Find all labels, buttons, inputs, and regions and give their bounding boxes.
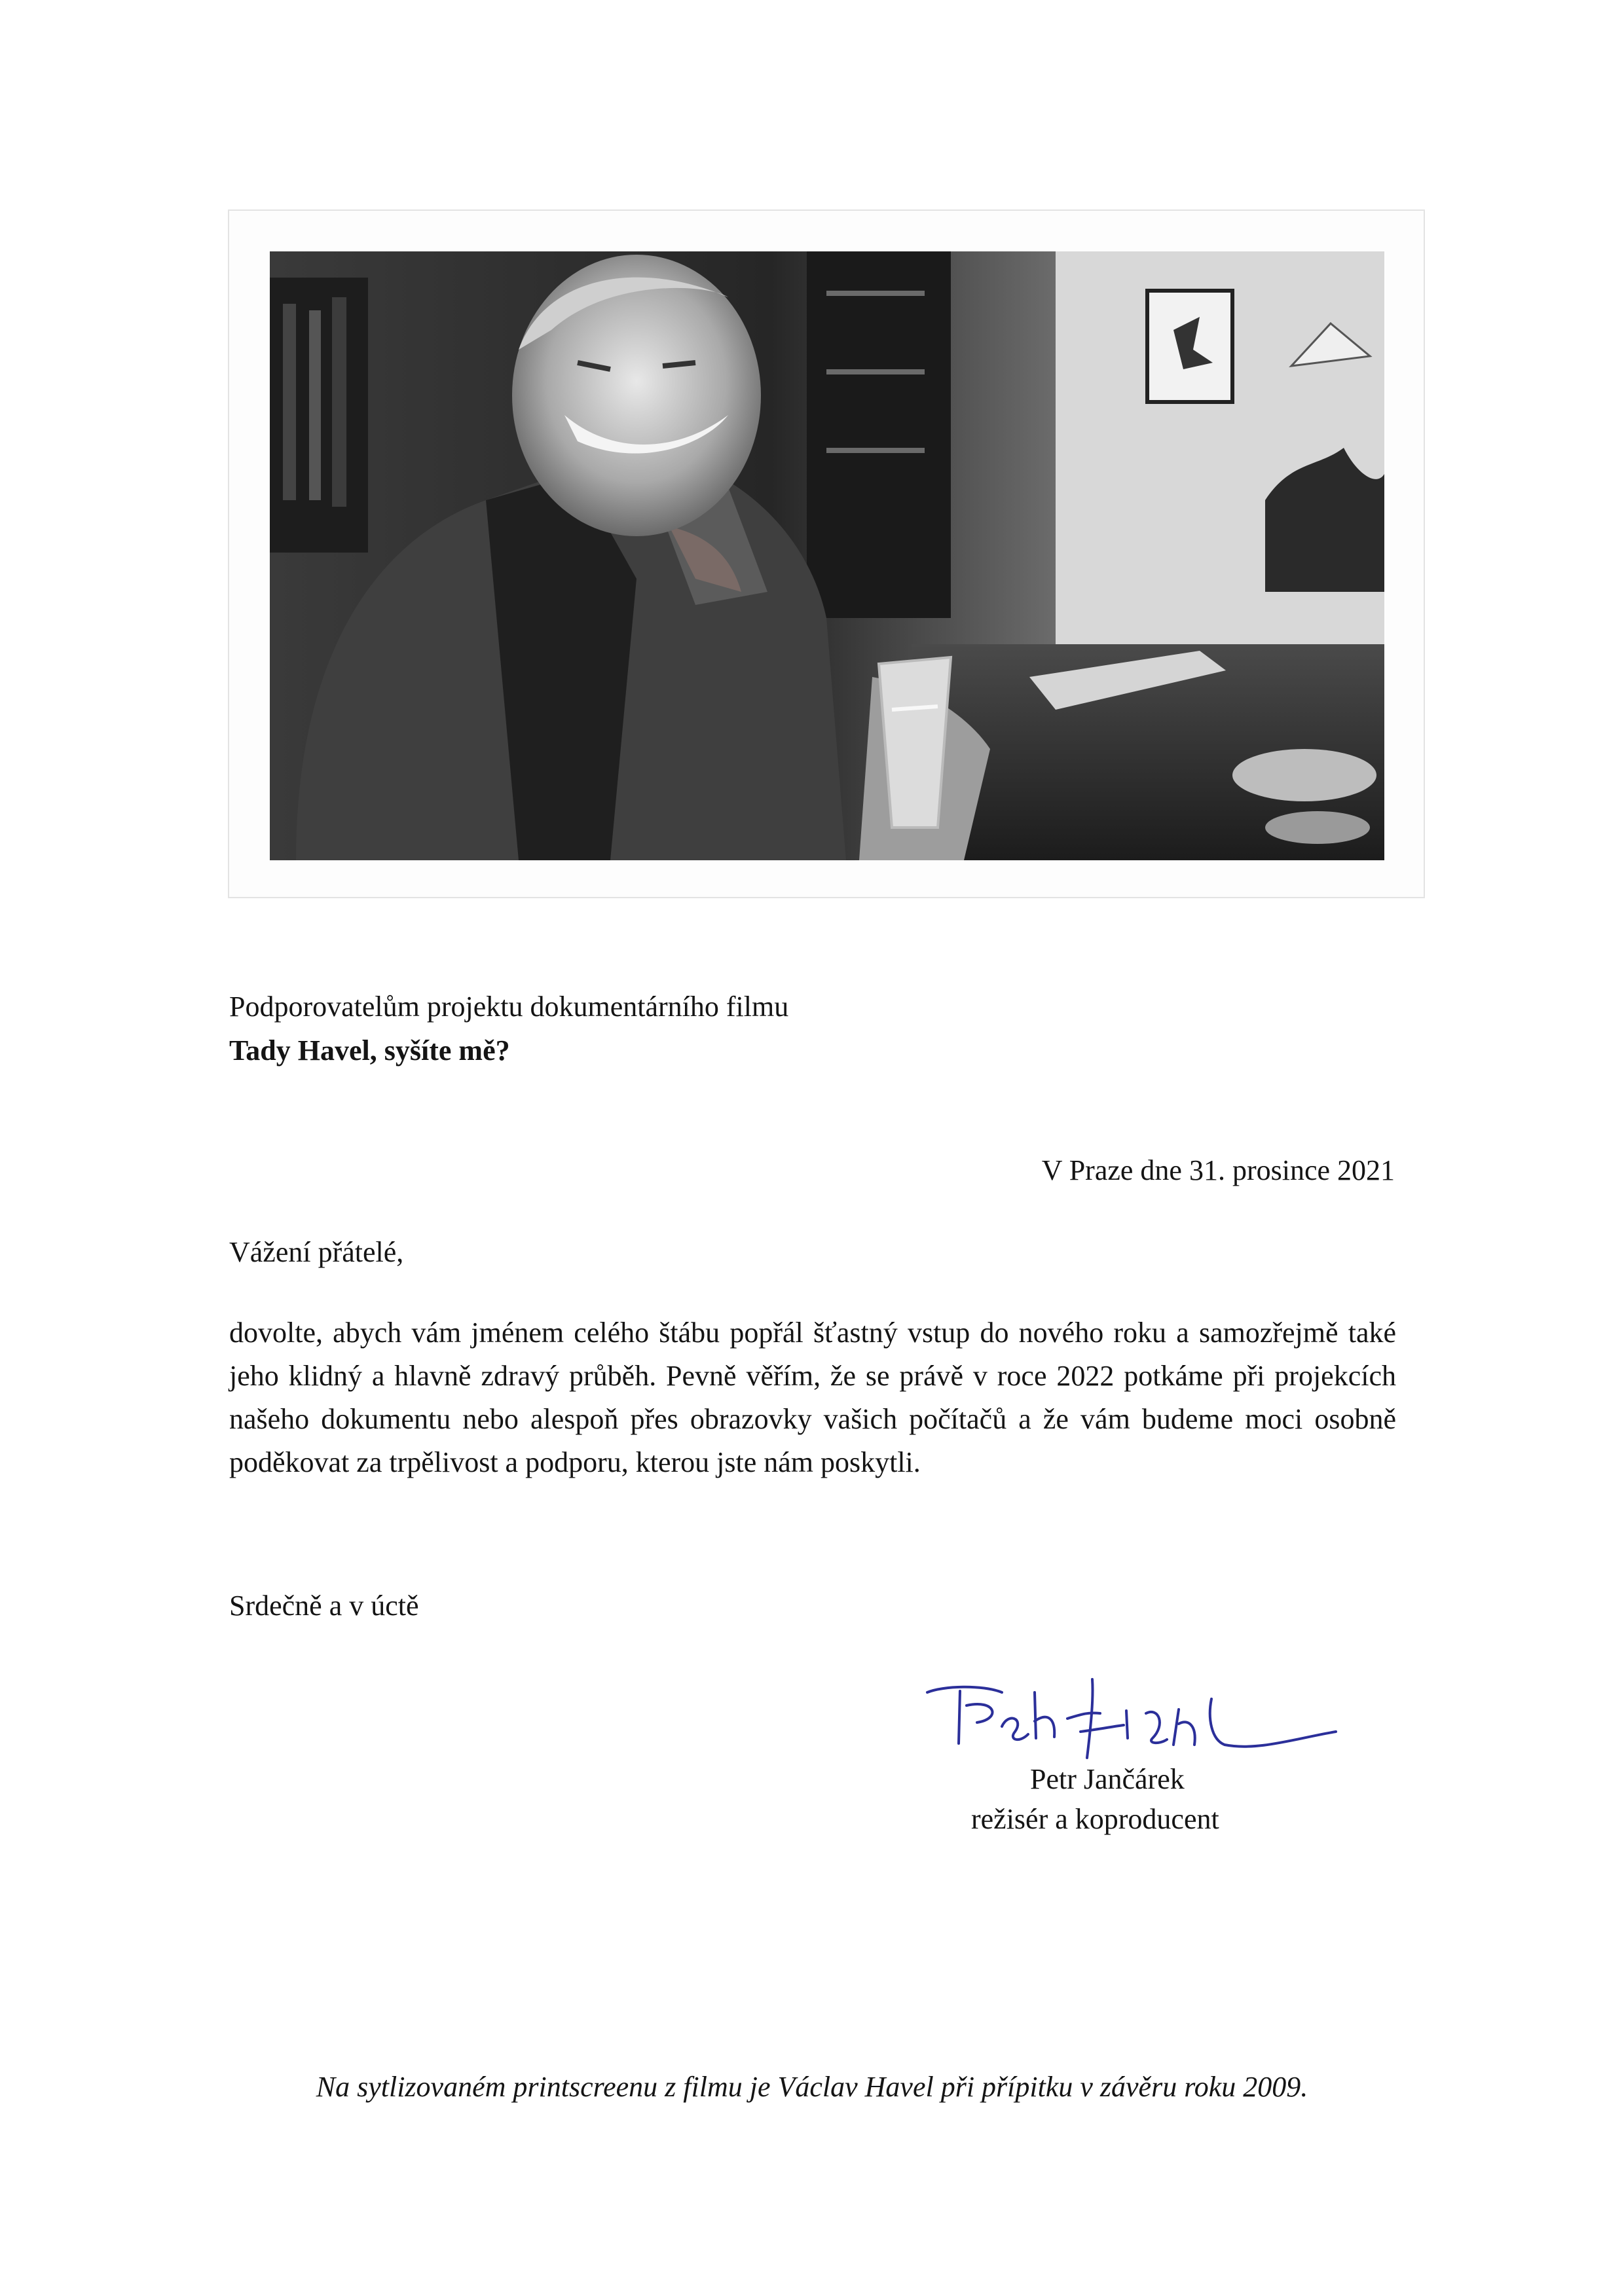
photo-caption: Na sytlizovaném printscreenu z filmu je Václav Havel při přípitku v závěru roku 2009. <box>316 2071 1308 2103</box>
salutation: Vážení přátelé, <box>229 1236 404 1268</box>
portrait-photo <box>270 251 1384 860</box>
photo-frame <box>228 210 1425 898</box>
signer-name: Petr Jančárek <box>1030 1763 1185 1795</box>
letter-body: dovolte, abych vám jménem celého štábu popřál šťastný vstup do nového roku a samozřejmě také jeho klidný a hlavně zdravý průběh. Pevně věřím, že se právě v roce 2022 potkáme při projekcích našeho dokumentu nebo alespoň přes obrazovky vašich počítačů a že vám budeme moci osobně poděkovat za trpělivost a podporu, kterou jste nám poskytli. <box>229 1317 1396 1478</box>
place-date: V Praze dne 31. prosince 2021 <box>1041 1154 1395 1186</box>
photo-illustration <box>270 251 1384 860</box>
handwritten-signature <box>904 1666 1362 1764</box>
signer-role: režisér a koproducent <box>971 1803 1219 1835</box>
film-title: Tady Havel, syšíte mě? <box>229 1034 510 1066</box>
closing: Srdečně a v úctě <box>229 1590 419 1622</box>
addressee-line: Podporovatelům projektu dokumentárního filmu <box>229 991 789 1023</box>
